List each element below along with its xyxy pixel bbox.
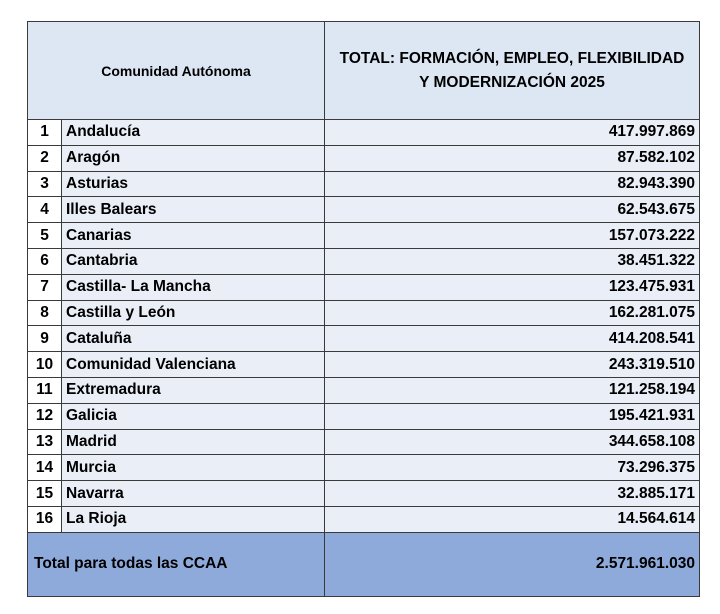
table-row [28,455,700,481]
region-total-value: 344.658.108 [325,429,700,455]
region-name: Aragón [62,145,325,171]
total-column-header [325,22,700,120]
row-number: 3 [28,171,62,197]
table-row [28,481,700,507]
row-number: 9 [28,326,62,352]
region-name: Cataluña [62,326,325,352]
table-row [28,403,700,429]
region-name: Asturias [62,171,325,197]
region-name: Galicia [62,403,325,429]
table-body [28,120,700,533]
row-number: 2 [28,145,62,171]
row-number: 11 [28,377,62,403]
row-number: 10 [28,352,62,378]
total-row-label: Total para todas las CCAA [28,532,325,596]
table-row [28,377,700,403]
row-number: 1 [28,120,62,146]
region-name: Illes Balears [62,197,325,223]
region-total-value: 38.451.322 [325,248,700,274]
region-total-value: 87.582.102 [325,145,700,171]
region-total-value: 82.943.390 [325,171,700,197]
row-number: 14 [28,455,62,481]
table-row [28,248,700,274]
table-row [28,326,700,352]
region-name: Extremadura [62,377,325,403]
funding-table [27,21,700,597]
total-column-header-line1: TOTAL: FORMACIÓN, EMPLEO, FLEXIBILIDAD [339,49,685,67]
table-header-row [28,22,700,120]
region-name: Canarias [62,223,325,249]
region-total-value: 123.475.931 [325,274,700,300]
region-column-header-label: Comunidad Autónoma [101,62,251,79]
row-number: 16 [28,506,62,532]
region-name: Castilla- La Mancha [62,274,325,300]
region-name: Comunidad Valenciana [62,352,325,378]
total-column-header-line2: Y MODERNIZACIÓN 2025 [419,73,605,91]
row-number: 7 [28,274,62,300]
table-row [28,274,700,300]
total-row [28,532,700,596]
region-total-value: 243.319.510 [325,352,700,378]
region-total-value: 62.543.675 [325,197,700,223]
row-number: 4 [28,197,62,223]
table-row [28,171,700,197]
table-row [28,300,700,326]
region-name: Castilla y León [62,300,325,326]
region-total-value: 121.258.194 [325,377,700,403]
row-number: 15 [28,481,62,507]
row-number: 6 [28,248,62,274]
region-name: Madrid [62,429,325,455]
table-row [28,145,700,171]
region-name: La Rioja [62,506,325,532]
region-total-value: 414.208.541 [325,326,700,352]
region-name: Andalucía [62,120,325,146]
region-total-value: 32.885.171 [325,481,700,507]
table-row [28,120,700,146]
region-total-value: 417.997.869 [325,120,700,146]
row-number: 13 [28,429,62,455]
region-name: Murcia [62,455,325,481]
region-total-value: 73.296.375 [325,455,700,481]
region-column-header [28,22,325,120]
total-row-value: 2.571.961.030 [325,532,700,596]
region-name: Navarra [62,481,325,507]
row-number: 12 [28,403,62,429]
region-total-value: 162.281.075 [325,300,700,326]
region-total-value: 14.564.614 [325,506,700,532]
table-row [28,197,700,223]
table-row [28,352,700,378]
row-number: 5 [28,223,62,249]
table-row [28,429,700,455]
table-row [28,223,700,249]
region-name: Cantabria [62,248,325,274]
table-row [28,506,700,532]
region-total-value: 157.073.222 [325,223,700,249]
row-number: 8 [28,300,62,326]
region-total-value: 195.421.931 [325,403,700,429]
